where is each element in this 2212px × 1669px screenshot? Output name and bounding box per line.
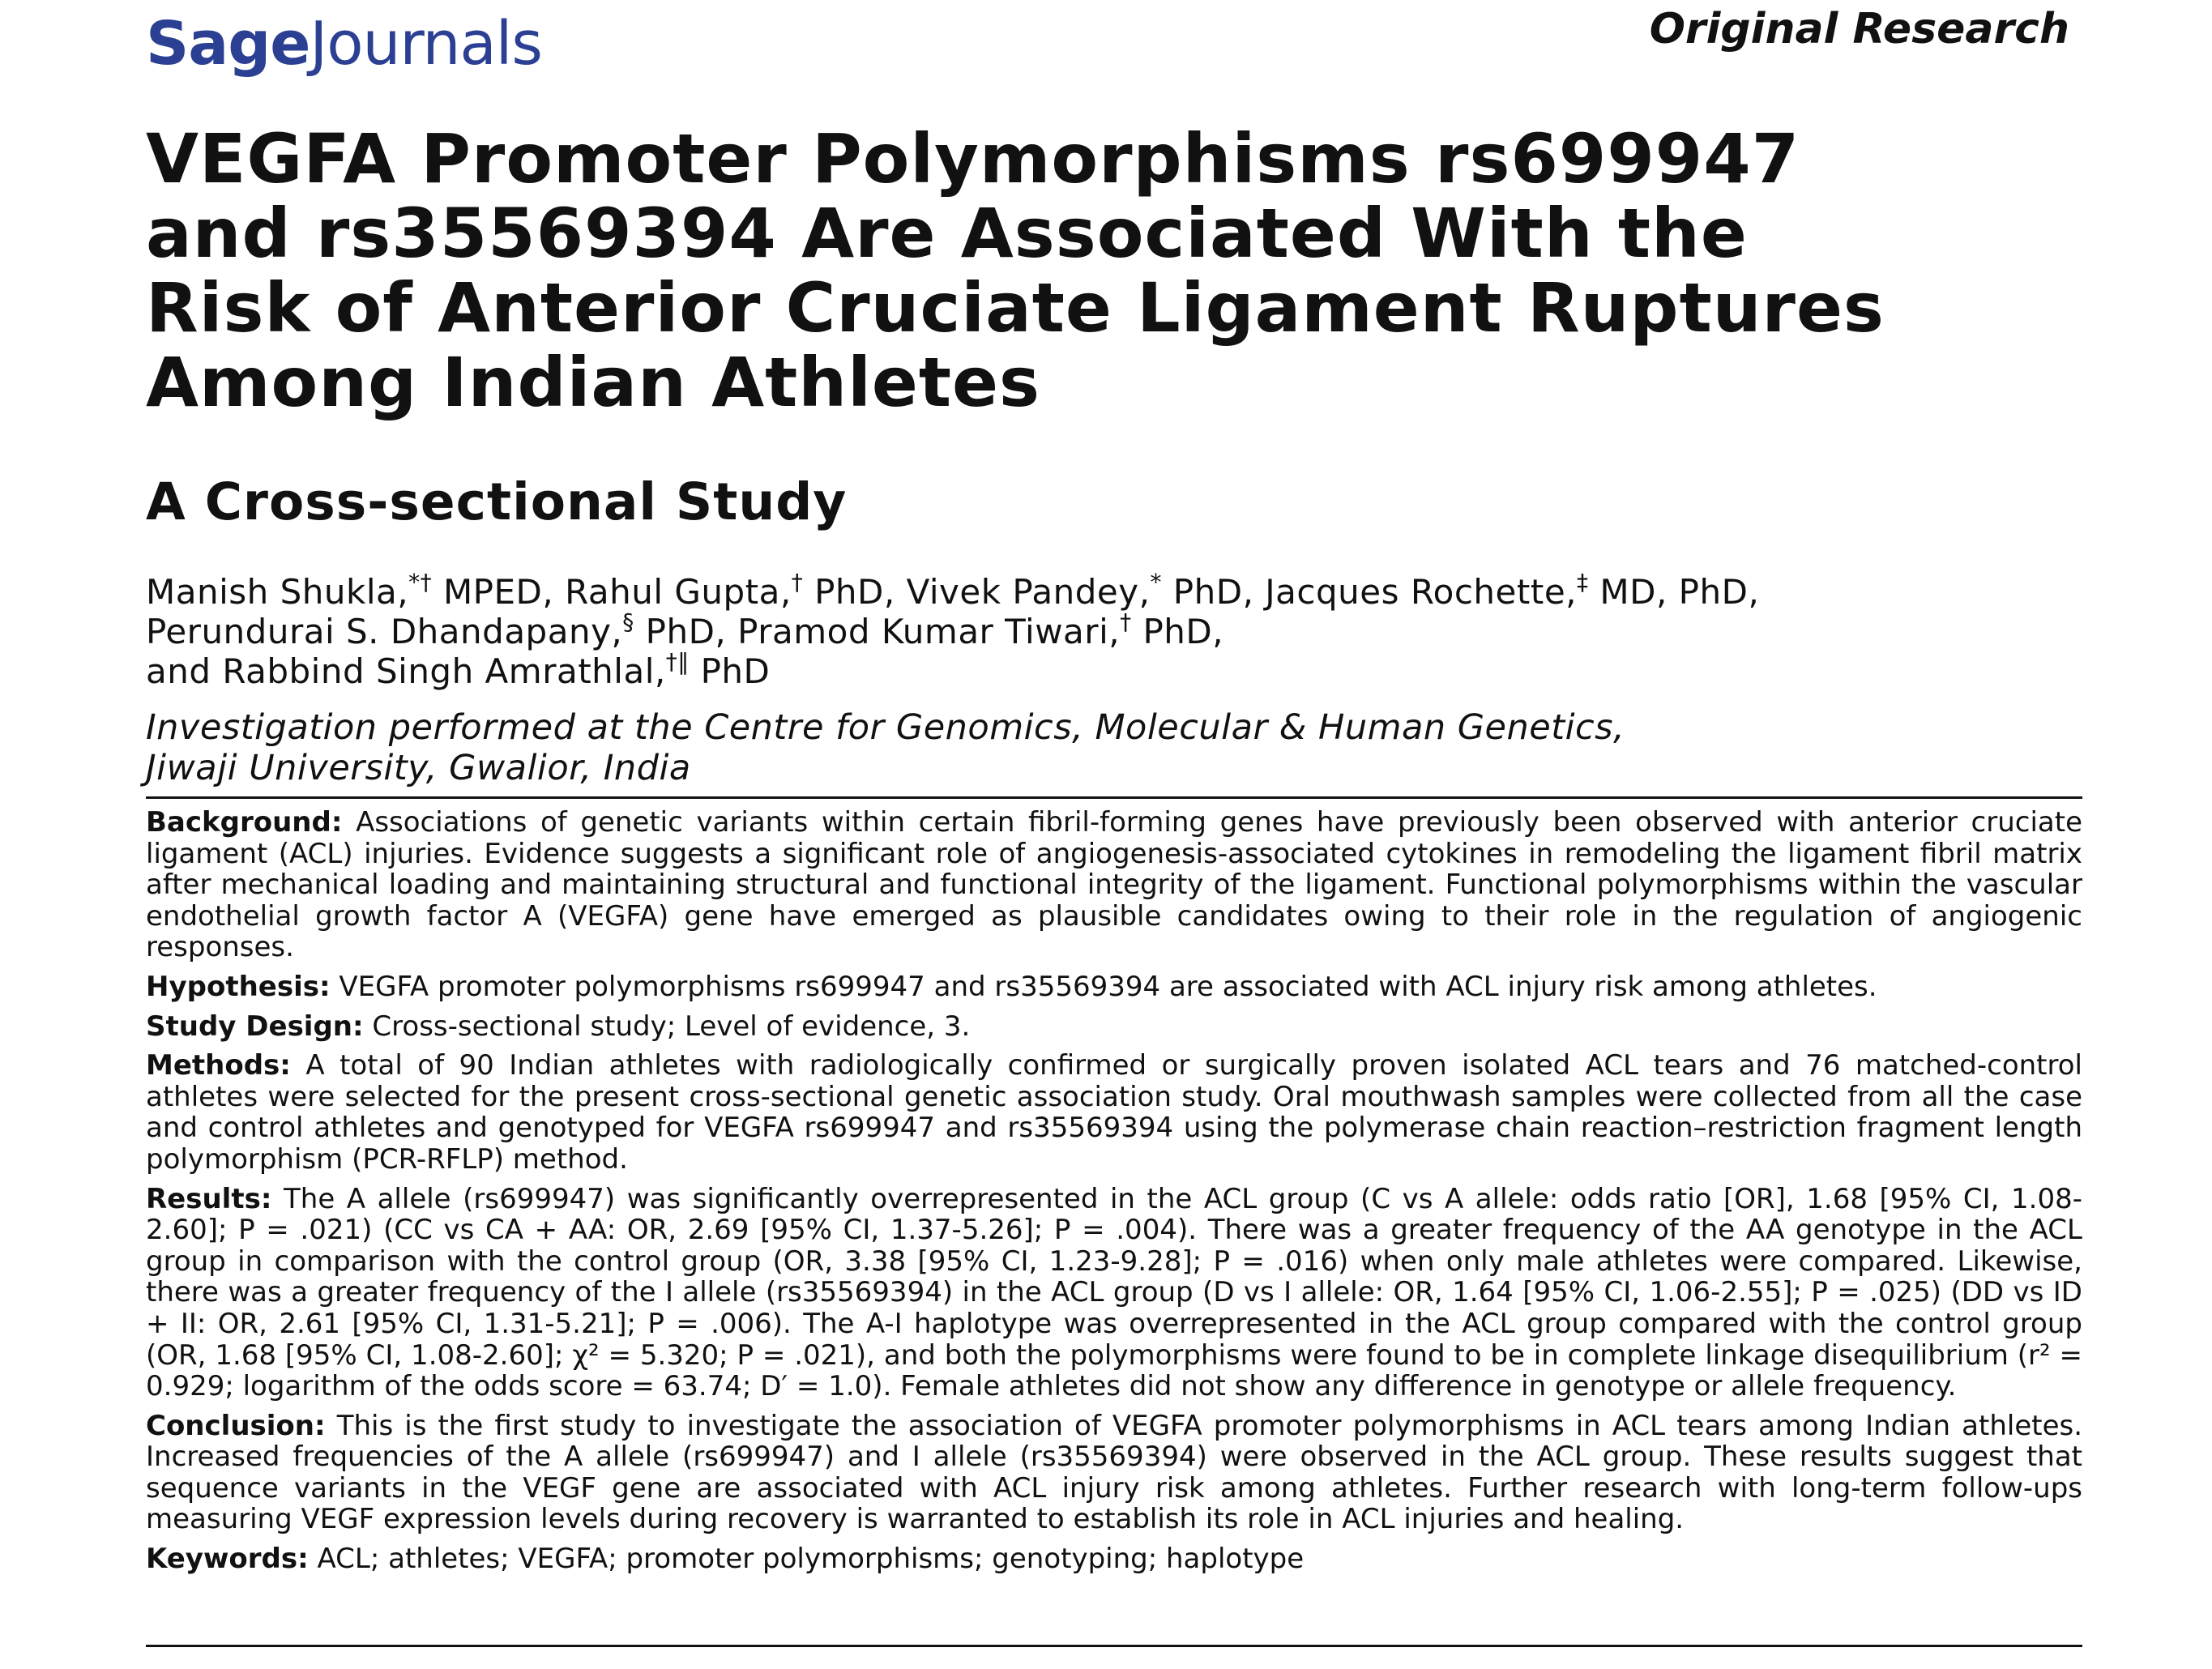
abstract xyxy=(146,807,2082,1583)
abstract-keywords xyxy=(146,1543,2082,1575)
abstract-study-design xyxy=(146,1011,2082,1043)
author-line xyxy=(146,648,1759,691)
author-degree: PhD, xyxy=(1161,572,1266,612)
section-text: Associations of genetic variants within certain fibril-forming genes have previously been observed with anterior cruciate ligament (ACL) injuries. Evidence suggests a significant role of angiogenesis-associated cytokines in remodeling the ligament fibril matrix after mechanical loading and maintaining structural and functional integrity of the ligament. Functional polymorphisms within the vascular endothelial growth factor A (VEGFA) gene have emerged as plausible candidates owing to their role in the regulation of angiogenic responses. xyxy=(146,806,2082,964)
article-type-label: Original Research xyxy=(1649,5,2069,53)
author-name[interactable]: Jacques Rochette, xyxy=(1265,572,1578,612)
author-name[interactable]: Pramod Kumar Tiwari, xyxy=(737,612,1121,651)
author-name[interactable]: Perundurai S. Dhandapany, xyxy=(146,612,623,651)
author-degree: PhD, xyxy=(803,572,907,612)
section-text: The A allele (rs699947) was significantly overrepresented in the ACL group (C vs A allele: odds ratio [OR], 1.68 [95% CI, 1.08-2.60]; P = .021) (CC vs CA + AA: OR, 2.69 [95% CI, 1.37-5.26]; P = .004). There was a greater frequency of the AA genotype in the ACL group in comparison with the control group (OR, 3.38 [95% CI, 1.23-9.28]; P = .016) when only male athletes were compared. Likewise, there was a greater frequency of the I allele (rs35569394) in the ACL group (D vs I allele: OR, 1.64 [95% CI, 1.06-2.55]; P = .025) (DD vs ID + II: OR, 2.61 [95% CI, 1.31-5.21]; P = .006). The A-I haplotype was overrepresented in the ACL group compared with the control group (OR, 1.68 [95% CI, 1.08-2.60]; χ² = 5.320; P = .021), and both the polymorphisms were found to be in complete linkage disequilibrium (r² = 0.929; logarithm of the odds score = 63.74; D′ = 1.0). Female athletes did not show any difference in genotype or allele frequency. xyxy=(146,1182,2083,1403)
section-label: Hypothesis: xyxy=(146,970,331,1003)
publisher-logo[interactable] xyxy=(146,6,542,82)
author-line xyxy=(146,569,1760,612)
author-name[interactable]: Vivek Pandey, xyxy=(906,572,1151,612)
section-label: Background: xyxy=(146,806,343,839)
section-label: Study Design: xyxy=(146,1010,364,1043)
author-degree: PhD xyxy=(689,651,771,691)
affiliation-mark: †‖ xyxy=(665,648,690,675)
abstract-conclusion xyxy=(146,1411,2082,1535)
keywords-text: ACL; athletes; VEGFA; promoter polymorphisms; genotyping; haplotype xyxy=(317,1543,1305,1576)
author-line xyxy=(146,608,1759,651)
section-text: This is the first study to investigate the association of VEGFA promoter polymorphisms in ACL tears among Indian athletes. Increased frequencies of the A allele (rs699947) and I allele (rs35569394) were observed in the ACL group. These results suggest that sequence variants in the VEGF gene are associated with ACL injury risk among athletes. Further research with long-term follow-ups measuring VEGF expression levels during recovery is warranted to establish its role in ACL injuries and healing. xyxy=(146,1409,2083,1536)
affiliation-mark: ‡ xyxy=(1577,569,1589,595)
author-name[interactable]: Rahul Gupta, xyxy=(565,572,792,612)
section-text: A total of 90 Indian athletes with radiologically confirmed or surgically proven isolated ACL tears and 76 matched-control athletes were selected for the present cross-sectional genetic association study. Oral mouthwash samples were collected from all the case and control athletes and genotyped for VEGFA rs699947 and rs35569394 using the polymerase chain reaction–restriction fragment length polymorphism (PCR-RFLP) method. xyxy=(146,1049,2082,1176)
logo-brand: Sage xyxy=(146,9,310,79)
section-label: Keywords: xyxy=(146,1543,309,1576)
section-text: Cross-sectional study; Level of evidence, 3. xyxy=(372,1010,971,1043)
abstract-results xyxy=(146,1184,2082,1402)
title-line: VEGFA Promoter Polymorphisms rs699947 xyxy=(146,119,1800,198)
author-name[interactable]: Manish Shukla, xyxy=(146,572,409,612)
article-subtitle: A Cross-sectional Study xyxy=(146,472,848,531)
author-degree: MD, PhD, xyxy=(1588,572,1760,612)
article-title xyxy=(146,119,2090,422)
institution-note xyxy=(146,707,1625,788)
section-label: Conclusion: xyxy=(146,1409,326,1442)
author-list xyxy=(146,569,1760,691)
affiliation-mark: † xyxy=(791,569,804,595)
abstract-hypothesis xyxy=(146,971,2082,1003)
title-line: Among Indian Athletes xyxy=(146,343,1040,422)
abstract-bottom-rule xyxy=(146,1645,2082,1647)
affiliation-mark: * xyxy=(1150,569,1162,595)
author-degree: PhD, xyxy=(1131,612,1224,651)
title-line: and rs35569394 Are Associated With the xyxy=(146,194,1748,273)
abstract-methods xyxy=(146,1050,2082,1175)
author-degree: MPED, xyxy=(432,572,566,612)
abstract-top-rule xyxy=(146,796,2082,799)
section-label: Methods: xyxy=(146,1049,291,1082)
title-line: Risk of Anterior Cruciate Ligament Ruptures xyxy=(146,268,1885,348)
author-name[interactable]: and Rabbind Singh Amrathlal, xyxy=(146,651,666,691)
section-text: VEGFA promoter polymorphisms rs699947 and rs35569394 are associated with ACL injury risk among athletes. xyxy=(339,970,1877,1003)
abstract-background xyxy=(146,807,2082,963)
affiliation-mark: *† xyxy=(408,569,433,595)
logo-product: Journals xyxy=(310,9,542,79)
institution-line: Jiwaji University, Gwalior, India xyxy=(146,748,691,788)
section-label: Results: xyxy=(146,1182,272,1215)
institution-line: Investigation performed at the Centre for Genomics, Molecular & Human Genetics, xyxy=(146,707,1625,748)
author-degree: PhD, xyxy=(634,612,738,651)
affiliation-mark: † xyxy=(1120,608,1132,635)
affiliation-mark: § xyxy=(622,608,634,635)
